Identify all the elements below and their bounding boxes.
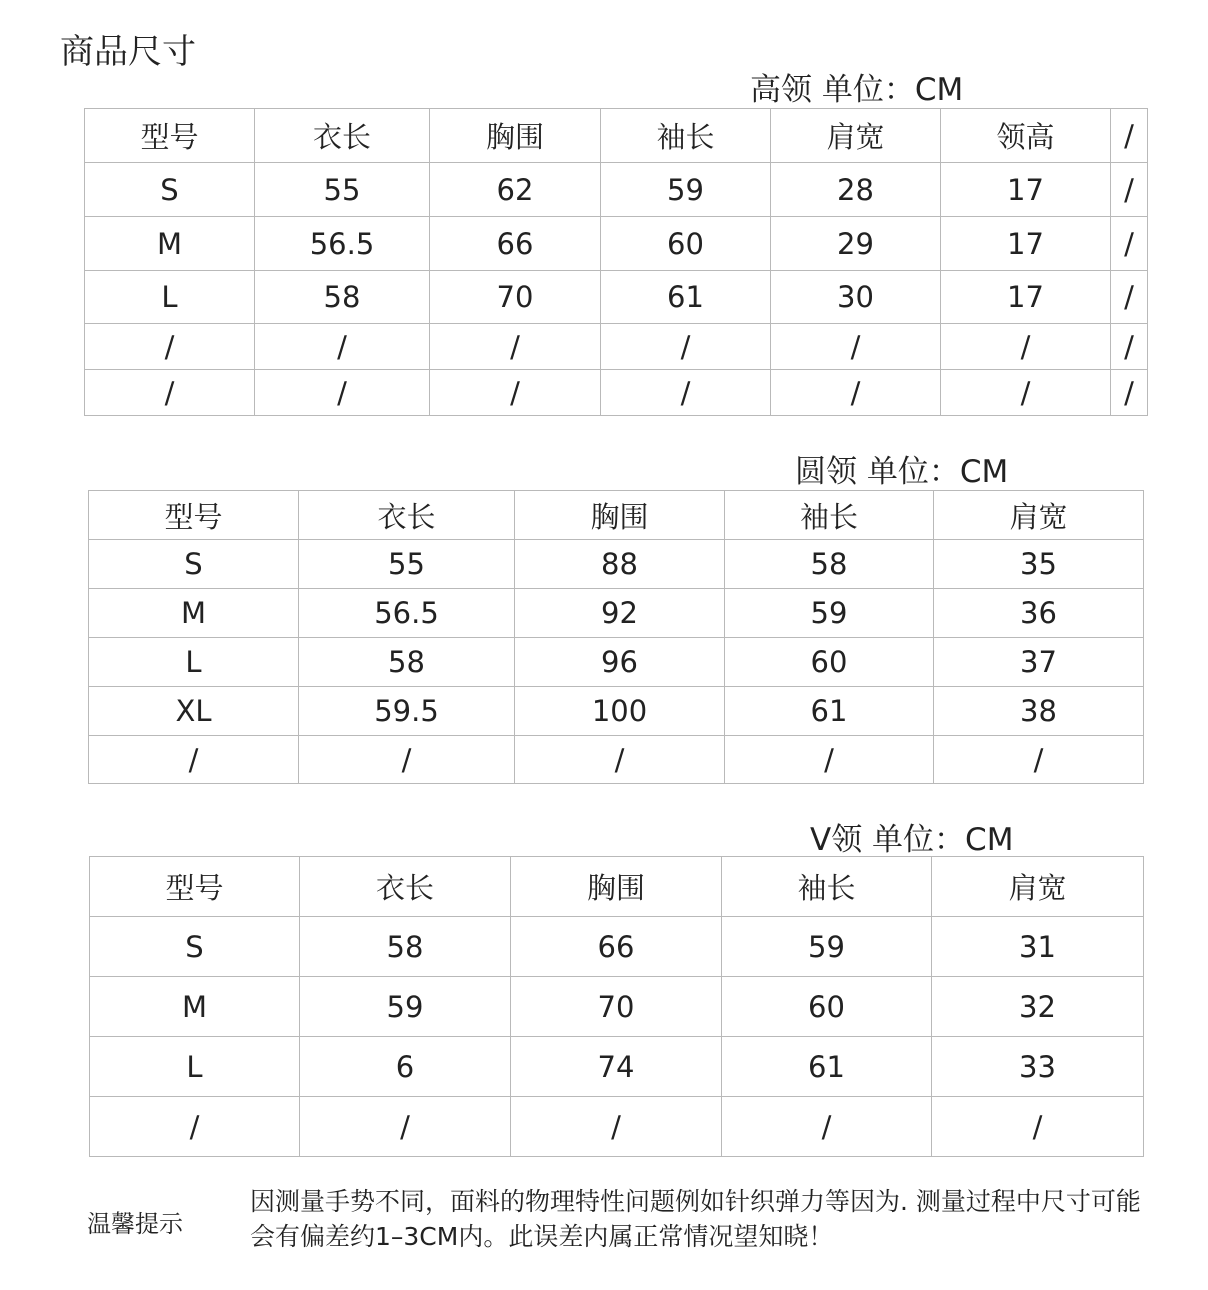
table-cell: 92 bbox=[515, 589, 725, 638]
table-cell: 56.5 bbox=[299, 589, 515, 638]
table-cell: / bbox=[255, 324, 430, 370]
header-cell: 袖长 bbox=[722, 857, 932, 917]
table-cell: 58 bbox=[725, 540, 934, 589]
table-cell: 58 bbox=[255, 271, 430, 324]
header-cell: 胸围 bbox=[430, 109, 601, 163]
header-cell: 衣长 bbox=[255, 109, 430, 163]
header-cell: 肩宽 bbox=[932, 857, 1144, 917]
table-cell: S bbox=[90, 917, 300, 977]
table-cell: 59 bbox=[725, 589, 934, 638]
tip-label: 温馨提示 bbox=[87, 1210, 183, 1238]
size-table-round-collar bbox=[88, 490, 1144, 784]
table-cell: 35 bbox=[934, 540, 1144, 589]
table-cell: 59 bbox=[722, 917, 932, 977]
table-cell: 17 bbox=[941, 271, 1111, 324]
size-table-high-collar bbox=[84, 108, 1148, 416]
table-cell: 38 bbox=[934, 687, 1144, 736]
table-row bbox=[89, 638, 1144, 687]
table-cell: / bbox=[511, 1097, 722, 1157]
table-cell: / bbox=[932, 1097, 1144, 1157]
table-row bbox=[85, 163, 1148, 217]
table-cell: XL bbox=[89, 687, 299, 736]
table-cell: / bbox=[1111, 217, 1148, 271]
table-cell: / bbox=[1111, 271, 1148, 324]
table-row bbox=[85, 217, 1148, 271]
table-cell: / bbox=[430, 370, 601, 416]
table-cell: 96 bbox=[515, 638, 725, 687]
table-cell: 58 bbox=[299, 638, 515, 687]
table-cell: 56.5 bbox=[255, 217, 430, 271]
header-cell: 肩宽 bbox=[934, 491, 1144, 540]
section-heading-v-collar: V领 单位：CM bbox=[810, 822, 1014, 858]
header-cell: 肩宽 bbox=[771, 109, 941, 163]
table-cell: 60 bbox=[725, 638, 934, 687]
table-cell: / bbox=[1111, 324, 1148, 370]
table-cell: 30 bbox=[771, 271, 941, 324]
header-cell: 衣长 bbox=[299, 491, 515, 540]
table-cell: 62 bbox=[430, 163, 601, 217]
page-title: 商品尺寸 bbox=[60, 32, 196, 72]
table-cell: 33 bbox=[932, 1037, 1144, 1097]
table-cell: 17 bbox=[941, 217, 1111, 271]
table-cell: 60 bbox=[722, 977, 932, 1037]
table-cell: 59.5 bbox=[299, 687, 515, 736]
table-cell: 31 bbox=[932, 917, 1144, 977]
header-cell: 型号 bbox=[89, 491, 299, 540]
table-cell: / bbox=[299, 736, 515, 784]
table-cell: 58 bbox=[300, 917, 511, 977]
table-cell: L bbox=[89, 638, 299, 687]
header-cell: 型号 bbox=[85, 109, 255, 163]
table-cell: / bbox=[1111, 370, 1148, 416]
table-cell: / bbox=[255, 370, 430, 416]
table-cell: 100 bbox=[515, 687, 725, 736]
table-cell: / bbox=[941, 370, 1111, 416]
table-cell: M bbox=[90, 977, 300, 1037]
table-cell: 36 bbox=[934, 589, 1144, 638]
table-cell: 17 bbox=[941, 163, 1111, 217]
table-row bbox=[90, 977, 1144, 1037]
table-cell: / bbox=[771, 370, 941, 416]
table-row bbox=[90, 1037, 1144, 1097]
table-cell: / bbox=[601, 370, 771, 416]
table-row bbox=[89, 540, 1144, 589]
table-cell: L bbox=[90, 1037, 300, 1097]
table-cell: 55 bbox=[299, 540, 515, 589]
table-row bbox=[85, 324, 1148, 370]
header-cell: 袖长 bbox=[725, 491, 934, 540]
table-cell: 37 bbox=[934, 638, 1144, 687]
table-row bbox=[89, 687, 1144, 736]
header-cell: 衣长 bbox=[300, 857, 511, 917]
table-cell: / bbox=[1111, 163, 1148, 217]
table-header-row bbox=[89, 491, 1144, 540]
table-cell: M bbox=[85, 217, 255, 271]
table-cell: / bbox=[601, 324, 771, 370]
header-cell: / bbox=[1111, 109, 1148, 163]
table-cell: / bbox=[85, 370, 255, 416]
table-cell: / bbox=[430, 324, 601, 370]
table-cell: / bbox=[941, 324, 1111, 370]
table-cell: 88 bbox=[515, 540, 725, 589]
table-cell: / bbox=[89, 736, 299, 784]
table-cell: 60 bbox=[601, 217, 771, 271]
table-cell: S bbox=[85, 163, 255, 217]
table-cell: 6 bbox=[300, 1037, 511, 1097]
table-cell: / bbox=[771, 324, 941, 370]
table-cell: / bbox=[515, 736, 725, 784]
header-cell: 袖长 bbox=[601, 109, 771, 163]
section-heading-high-collar: 高领 单位：CM bbox=[750, 72, 964, 108]
table-row bbox=[85, 271, 1148, 324]
table-cell: 59 bbox=[300, 977, 511, 1037]
table-cell: / bbox=[722, 1097, 932, 1157]
table-cell: S bbox=[89, 540, 299, 589]
table-cell: 29 bbox=[771, 217, 941, 271]
table-cell: 61 bbox=[725, 687, 934, 736]
table-row bbox=[90, 917, 1144, 977]
table-row bbox=[89, 736, 1144, 784]
header-cell: 领高 bbox=[941, 109, 1111, 163]
table-cell: 66 bbox=[430, 217, 601, 271]
table-cell: 74 bbox=[511, 1037, 722, 1097]
table-cell: 32 bbox=[932, 977, 1144, 1037]
tip-text: 因测量手势不同，面料的物理特性问题例如针织弹力等因为. 测量过程中尺寸可能会有偏差约1–3CM内。此误差内属正常情况望知晓！ bbox=[250, 1187, 1141, 1251]
size-table-v-collar bbox=[89, 856, 1144, 1157]
table-cell: / bbox=[725, 736, 934, 784]
table-cell: 59 bbox=[601, 163, 771, 217]
header-cell: 胸围 bbox=[515, 491, 725, 540]
table-header-row bbox=[90, 857, 1144, 917]
table-cell: / bbox=[934, 736, 1144, 784]
table-cell: 66 bbox=[511, 917, 722, 977]
table-header-row bbox=[85, 109, 1148, 163]
section-heading-round-collar: 圆领 单位：CM bbox=[795, 454, 1009, 490]
table-cell: 28 bbox=[771, 163, 941, 217]
table-cell: / bbox=[90, 1097, 300, 1157]
table-cell: 70 bbox=[511, 977, 722, 1037]
header-cell: 胸围 bbox=[511, 857, 722, 917]
table-cell: 61 bbox=[601, 271, 771, 324]
table-cell: / bbox=[300, 1097, 511, 1157]
table-cell: M bbox=[89, 589, 299, 638]
table-row bbox=[89, 589, 1144, 638]
table-cell: 55 bbox=[255, 163, 430, 217]
table-cell: L bbox=[85, 271, 255, 324]
table-cell: 70 bbox=[430, 271, 601, 324]
table-cell: / bbox=[85, 324, 255, 370]
table-row bbox=[90, 1097, 1144, 1157]
table-row bbox=[85, 370, 1148, 416]
header-cell: 型号 bbox=[90, 857, 300, 917]
table-cell: 61 bbox=[722, 1037, 932, 1097]
